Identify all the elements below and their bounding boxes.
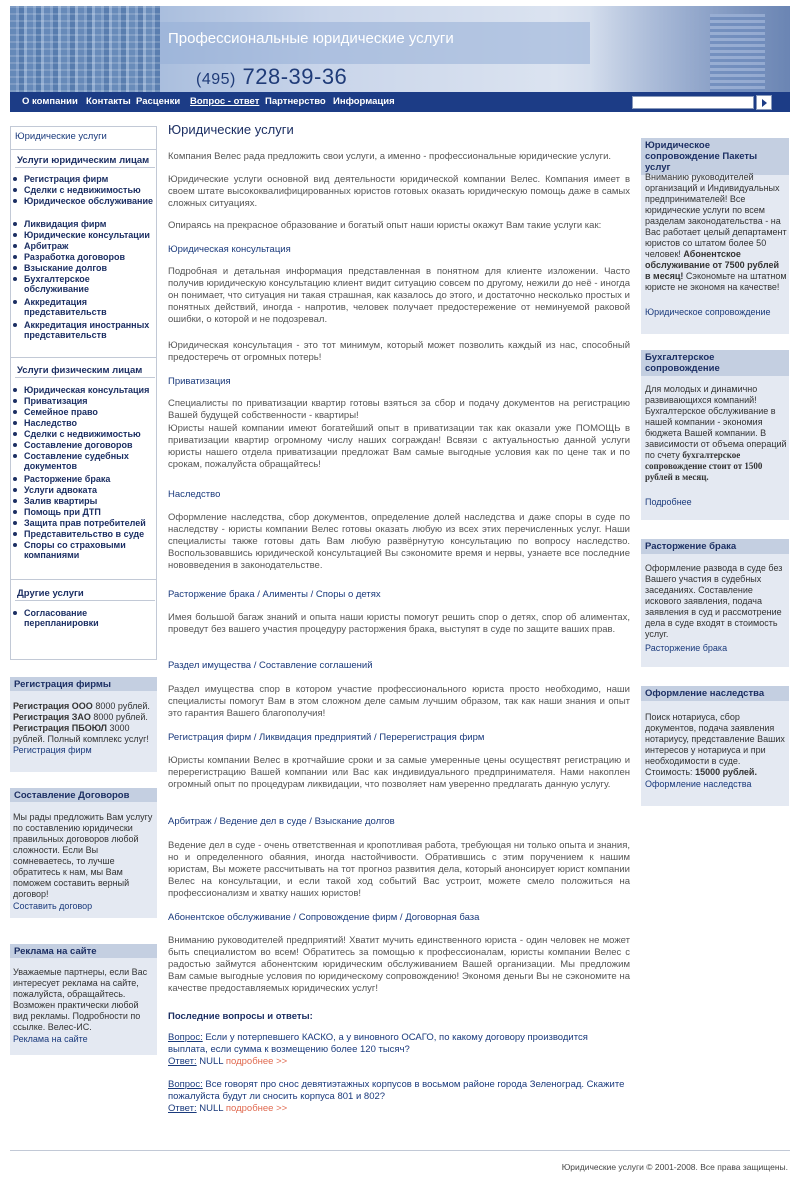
- section-paragraph: Подробная и детальная информация представленная в понятном для клиенте изложении. Часто получив юридическую консультацию клиент видит ситуацию совсем по другому, нежили до неё - иногда он понимает, что ситуация ни такая страшная, как казалось до этого, и достаточно несколько простых и понятных действий, иногда - напротив, человек получает предостережение от неминуемой раковой ошибки, о которой и не подозревал.: [168, 266, 630, 325]
- section-paragraph: Оформление наследства, сбор документов, определение долей наследства и даже споры в суде по наследству - юристы компании Велес готовы оказать любую из всех этих перечисленных услуг. Наши специалисты также готовы дать Вам любую развёрнутую консультацию по вопросу наследство. Воспользовавшись юридической консультацией Вы сэкономите время и нервы, узнаете все последние нововведения в законодательстве.: [168, 512, 630, 571]
- building-image-right: [590, 6, 790, 92]
- rbox-accounting-text: [645, 384, 787, 483]
- menu-item[interactable]: Расторжение брака: [24, 474, 154, 484]
- reg-zao-price: 8000 рублей.: [90, 712, 148, 722]
- nav-contacts[interactable]: Контакты: [86, 96, 131, 107]
- phone-number: [196, 64, 347, 90]
- page-title: Юридические услуги: [168, 122, 294, 137]
- menu-item[interactable]: Разработка договоров: [24, 252, 154, 262]
- reg-ooo-price: 8000 рублей.: [92, 701, 150, 711]
- phone-code: (495): [196, 71, 236, 88]
- rbox-divorce-title: Расторжение брака: [641, 539, 789, 554]
- box-contracts-title: Составление Договоров: [10, 788, 157, 802]
- menu-item[interactable]: Составление договоров: [24, 440, 154, 450]
- menu-item[interactable]: Споры со страховыми компаниями: [24, 540, 154, 560]
- nav-partnership[interactable]: Партнерство: [265, 96, 326, 107]
- menu-item[interactable]: Юридические консультации: [24, 230, 154, 240]
- menu-section-legal-entities: Услуги юридическим лицам: [17, 155, 150, 166]
- box-registration-link[interactable]: Регистрация фирм: [13, 745, 92, 755]
- rbox-divorce-text: Оформление развода в суде без Вашего участия в судебных заседаниях. Составление искового заявления, подача заявления в суд и рассмотрение дела в суде входят в стоимость услуг.: [645, 563, 783, 639]
- menu-item[interactable]: Регистрация фирм: [24, 174, 154, 184]
- section-paragraph: Имея большой багаж знаний и опыта наши юристы помогут решить спор о детях, спор об алиментах, проведут без вашего участия процедуру расторжения брака, выступят в суде по защите ваших прав.: [168, 612, 630, 635]
- rbox-accounting-text1: Для молодых и динамично развивающихся компаний! Бухгалтерское обслуживание в нашей компании - экономия бюджета Вашей компании. В зависимости от объема операций по счету: [645, 384, 787, 460]
- section-paragraph: Юристы компании Велес в кротчайшие сроки и за самые умеренные цены осуществят регистрацию и перерегистрацию Вашей компании или Вас как индивидуального предпринимателя. Нами накоплен огромный опыт по процедурам ликвидации, что позволяет нам уверенно предлагать данную услугу.: [168, 755, 630, 790]
- section-heading: Абонентское обслуживание / Сопровождение фирм / Договорная база: [168, 912, 480, 923]
- menu-section-other: Другие услуги: [17, 588, 84, 599]
- menu-item[interactable]: Согласование перепланировки: [24, 608, 154, 628]
- reg-pboul-price: 3000 рублей. Полный комплекс услуг!: [13, 723, 149, 744]
- qa-heading: Последние вопросы и ответы:: [168, 1011, 313, 1022]
- box-contracts-link[interactable]: Составить договор: [13, 901, 93, 911]
- answer-text: NULL: [196, 1056, 226, 1067]
- menu-item[interactable]: Наследство: [24, 418, 154, 428]
- rbox-legal-support-text: [645, 172, 787, 293]
- question-text: Все говорят про снос девятиэтажных корпусов в восьмом районе города Зеленоград. Скажите пожалуйста будут ли сносить корпуса 801 и 802?: [168, 1079, 625, 1102]
- nav-prices[interactable]: Расценки: [136, 96, 181, 107]
- section-paragraph: Вниманию руководителей предприятий! Хватит мучить единственного юриста - один человек не может быть специалистом во всем! Обратитесь за помощью к профессионалам, юристы компании Велес с радостью займутся абонентским юридическим обслуживанием Вашей организации. Мы предложим Вам самые выгодные условия по юридическому сопровождению! Экономя деньги Вы не сэкономите на качестве предоставляемых юридических услуг!: [168, 935, 630, 994]
- rbox-divorce: [641, 539, 789, 667]
- menu-item[interactable]: Ликвидация фирм: [24, 219, 154, 229]
- search-go-button[interactable]: [756, 95, 772, 110]
- search-input[interactable]: [632, 96, 754, 109]
- menu-divider: [11, 579, 156, 580]
- box-registration-title: Регистрация фирмы: [10, 677, 157, 691]
- section-heading: Арбитраж / Ведение дел в суде / Взыскание долгов: [168, 816, 395, 827]
- rbox-divorce-link[interactable]: Расторжение брака: [645, 643, 728, 653]
- menu-item[interactable]: Семейное право: [24, 407, 154, 417]
- section-paragraph: Специалисты по приватизации квартир готовы взяться за сбор и подачу документов на регистрацию Вашей будущей собственности - квартиры!: [168, 398, 630, 421]
- menu-item[interactable]: Бухгалтерское обслуживание: [24, 274, 154, 294]
- section-heading: Регистрация фирм / Ликвидация предприятий / Перерегистрация фирм: [168, 732, 485, 743]
- menu-item[interactable]: Услуги адвоката: [24, 485, 154, 495]
- question-label[interactable]: Вопрос:: [168, 1079, 203, 1090]
- rbox-inheritance: [641, 686, 789, 806]
- box-ads-link[interactable]: Реклама на сайте: [13, 1034, 88, 1044]
- rbox-legal-support-link[interactable]: Юридическое сопровождение: [645, 307, 771, 317]
- menu-item[interactable]: Сделки с недвижимостью: [24, 429, 154, 439]
- box-registration-text: [13, 701, 154, 745]
- rbox-legal-support-title: Юридическое сопровождение Пакеты услуг: [641, 138, 789, 175]
- reg-zao-label: Регистрация ЗАО: [13, 712, 91, 722]
- box-registration: [10, 677, 157, 772]
- left-menu: [10, 126, 157, 660]
- rbox-accounting-title: Бухгалтерское сопровождение: [641, 350, 789, 376]
- menu-item[interactable]: Арбитраж: [24, 241, 154, 251]
- footer-divider: [10, 1150, 790, 1151]
- rbox-legal-text1: Вниманию руководителей организаций и Индивидуальных предпринимателей! Все юридические услуги по всем разделам законодательства - на Вас работает целый департамент юристов со штатом более 50 человек!: [645, 172, 787, 259]
- header-banner: [10, 6, 790, 92]
- rbox-legal-support: [641, 138, 789, 334]
- answer-label[interactable]: Ответ:: [168, 1056, 197, 1067]
- answer-label[interactable]: Ответ:: [168, 1103, 197, 1114]
- box-ads: [10, 944, 157, 1055]
- section-heading: Наследство: [168, 489, 221, 500]
- menu-item[interactable]: Юридическая консультация: [24, 385, 154, 395]
- phone-digits: 728-39-36: [242, 64, 348, 89]
- section-paragraph: Юридическая консультация - это тот минимум, который может позволить каждый из нас, способный предостеречь от огромных потерь!: [168, 340, 630, 363]
- menu-item[interactable]: Юридическое обслуживание: [24, 196, 154, 206]
- reg-ooo-label: Регистрация ООО: [13, 701, 93, 711]
- footer-copyright: Юридические услуги © 2001-2008. Все права защищены.: [561, 1162, 788, 1172]
- site-title: Профессиональные юридические услуги: [168, 30, 454, 47]
- menu-divider: [11, 149, 156, 150]
- qa-item: [168, 1032, 628, 1068]
- menu-item[interactable]: Аккредитация представительств: [24, 297, 154, 317]
- menu-item[interactable]: Составление судебных документов: [24, 451, 154, 471]
- rbox-inheritance-title: Оформление наследства: [641, 686, 789, 701]
- rbox-inheritance-price: 15000 рублей.: [695, 767, 757, 777]
- menu-item[interactable]: Защита прав потребителей: [24, 518, 154, 528]
- rbox-legal-text2: Сэкономьте на штатном юристе не экономя на качестве!: [645, 271, 787, 292]
- section-heading: Расторжение брака / Алименты / Споры о детях: [168, 589, 381, 600]
- menu-item[interactable]: Сделки с недвижимостью: [24, 185, 154, 195]
- rbox-accounting-link[interactable]: Подробнее: [645, 497, 692, 507]
- section-heading: Раздел имущества / Составление соглашений: [168, 660, 373, 671]
- rbox-inheritance-desc: Поиск нотариуса, сбор документов, подача заявления нотариусу, представление Ваших интересов у нотариуса и при необходимости в суде. Стоимость:: [645, 712, 785, 777]
- question-label[interactable]: Вопрос:: [168, 1032, 203, 1043]
- rbox-accounting: [641, 350, 789, 520]
- rbox-inheritance-text: [645, 712, 787, 778]
- more-link[interactable]: подробнее >>: [225, 1103, 288, 1114]
- menu-item[interactable]: Приватизация: [24, 396, 154, 406]
- intro-paragraph: Компания Велес рада предложить свои услуги, а именно - профессиональные юридические услуги.: [168, 151, 612, 162]
- section-paragraph: Раздел имущества спор в котором участие профессионального юриста просто необходимо, наши специалисты помогут Вам в этом сложном деле самым лучшим образом, так как наши знания и опыт это гарантия Вашего благополучия!: [168, 684, 630, 719]
- rbox-inheritance-link[interactable]: Оформление наследства: [645, 779, 752, 789]
- more-link[interactable]: подробнее >>: [225, 1056, 288, 1067]
- intro-paragraph: Опираясь на прекрасное образование и богатый опыт наши юристы окажут Вам такие услуги как:: [168, 220, 602, 231]
- nav-qa[interactable]: Вопрос - ответ: [190, 96, 260, 107]
- menu-legal-services-link[interactable]: Юридические услуги: [15, 131, 107, 142]
- menu-item[interactable]: Аккредитация иностранных представительств: [24, 320, 154, 340]
- box-contracts-text: Мы рады предложить Вам услугу по составлению юридически правильных договоров любой сложности. Если Вы сомневаетесь, то лучше обратитесь к нам, мы Вам поможем составить верный договор!: [13, 812, 153, 899]
- section-paragraph: Ведение дел в суде - очень ответственная и кропотливая работа, требующая ни только опыта и знания, но и определенного обаяния, иногда настойчивости. Обратившись с этим поручением к нашим юристам, Вы можете рассчитывать на тот прогноз развития дела, который анонсирует юрист компании Велес на консультации, и если такой ход событий Вас устроит, можете смело положиться на профессионализм и хватку наших юристов!: [168, 840, 630, 899]
- section-heading: Приватизация: [168, 376, 231, 387]
- answer-text: NULL: [196, 1103, 226, 1114]
- intro-paragraph: Юридические услуги основной вид деятельности юридической компании Велес. Компания имеет в своем штате высококвалифицированных юристов готовых оказать юридическую помощь даже в самых сложных ситуациях.: [168, 174, 630, 209]
- menu-item[interactable]: Залив квартиры: [24, 496, 154, 506]
- rbox-accounting-price: бухгалтерское сопровождение стоит от 1500 рублей в месяц.: [645, 450, 763, 482]
- question-text: Если у потерпевшего КАСКО, а у виновного ОСАГО, по какому договору производится выплата, если сумма к возмещению более 120 тысяч?: [168, 1032, 588, 1055]
- menu-divider: [11, 357, 156, 358]
- reg-pboul-label: Регистрация ПБОЮЛ: [13, 723, 107, 733]
- nav-about[interactable]: О компании: [22, 96, 78, 107]
- section-heading: Юридическая консультация: [168, 244, 291, 255]
- menu-item[interactable]: Взыскание долгов: [24, 263, 154, 273]
- rbox-legal-price: Абонентское обслуживание от 7500 рублей в месяц!: [645, 249, 780, 281]
- menu-section-individuals: Услуги физическим лицам: [17, 365, 143, 376]
- box-contracts: [10, 788, 157, 918]
- menu-item[interactable]: Представительство в суде: [24, 529, 154, 539]
- menu-item[interactable]: Помощь при ДТП: [24, 507, 154, 517]
- box-ads-text: Уважаемые партнеры, если Вас интересует реклама на сайте, пожалуйста, обращайтесь. Возможен практически любой вид рекламы. Подробности по ссылке. Велес-ИС.: [13, 967, 148, 1032]
- qa-item: [168, 1079, 628, 1115]
- building-image-left: [10, 6, 160, 92]
- section-paragraph: Юристы нашей компании имеют богатейший опыт в приватизации так как оказали уже ПОМОЩЬ в приватизации квартир огромному числу наших сограждан! Всвязи с актуальностью данной услуги юристы нашего отдела приватизации предложат Вам самые выгодные условия как по цене так и по срокам, пожалуйста обращайтесь!: [168, 423, 630, 470]
- nav-info[interactable]: Информация: [333, 96, 395, 107]
- box-ads-title: Реклама на сайте: [10, 944, 157, 958]
